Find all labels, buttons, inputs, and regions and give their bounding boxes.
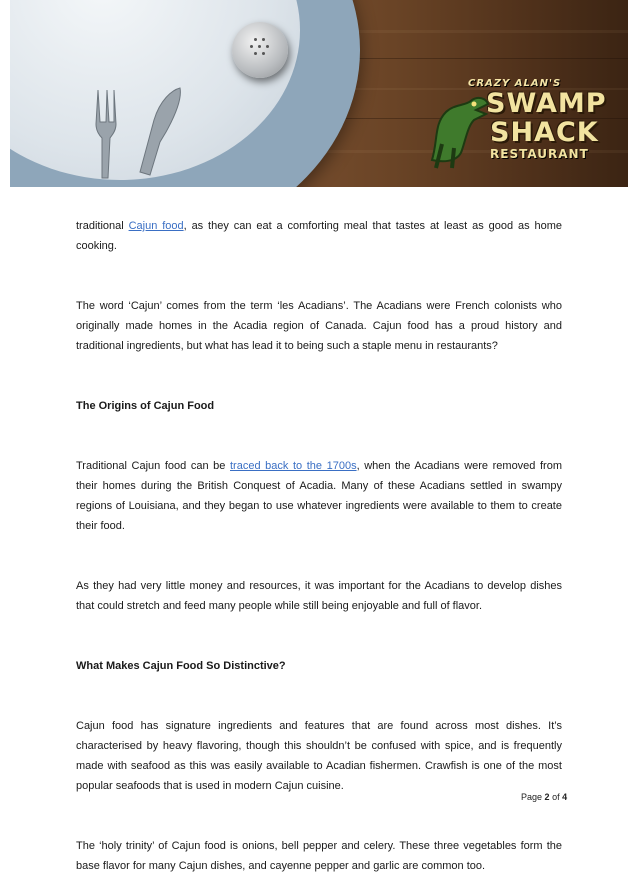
page-of-label: of <box>552 792 560 802</box>
paragraph: The word ‘Cajun’ comes from the term ‘les Acadians’. The Acadians were French colonists who originally made homes in the Acadia region of Canada. Cajun food has a proud history and traditional ingredients, but what has lead it to being such a staple menu in restaurants? <box>76 300 562 352</box>
paragraph <box>76 456 562 536</box>
page-total: 4 <box>562 792 568 802</box>
paragraph-text: , as they can eat a comforting meal that tastes at least as good as home cooking. <box>76 220 562 252</box>
section-heading: What Makes Cajun Food So Distinctive? <box>76 660 286 672</box>
paragraph: The ‘holy trinity’ of Cajun food is onions, bell pepper and celery. These three vegetables form the base flavor for many Cajun dishes, and cayenne pepper and garlic are common too. <box>76 840 562 872</box>
restaurant-logo <box>428 76 607 172</box>
history-link[interactable]: traced back to the 1700s <box>230 460 357 472</box>
salt-shaker <box>232 22 288 78</box>
paragraph <box>76 216 562 256</box>
header-banner <box>10 0 628 187</box>
logo-title-line1: SWAMP <box>486 88 607 119</box>
logo-tagline: CRAZY ALAN'S <box>468 78 562 89</box>
article-body <box>76 216 562 876</box>
logo-title-line2: SHACK <box>490 117 599 148</box>
paragraph-text: Traditional Cajun food can be <box>76 460 230 472</box>
paragraph-text: , when the Acadians were removed from their homes during the British Conquest of Acadia. Many of these Acadians settled in swampy regions of Louisiana, and they began to use whatever ingredients were available to them to create their food. <box>76 460 563 532</box>
section-heading: The Origins of Cajun Food <box>76 400 215 412</box>
paragraph: As they had very little money and resources, it was important for the Acadians to develop dishes that could stretch and feed many people while still being enjoyable and full of flavor. <box>76 580 562 612</box>
page-number <box>521 792 567 802</box>
cajun-food-link[interactable]: Cajun food <box>128 220 184 232</box>
fork-and-knife-icon <box>80 80 200 180</box>
logo-subtitle: RESTAURANT <box>490 147 589 161</box>
paragraph: Cajun food has signature ingredients and features that are found across most dishes. It’s characterised by heavy flavoring, though this shouldn’t be confused with spice, and is frequently made with seafood as this was easily available to Acadian fishermen. Crawfish is one of the most popular seafoods that is used in modern Cajun cuisine. <box>76 720 562 792</box>
page-current: 2 <box>544 792 550 802</box>
page-label: Page <box>521 792 543 802</box>
alligator-icon <box>428 90 492 170</box>
paragraph-text: traditional <box>76 220 129 232</box>
